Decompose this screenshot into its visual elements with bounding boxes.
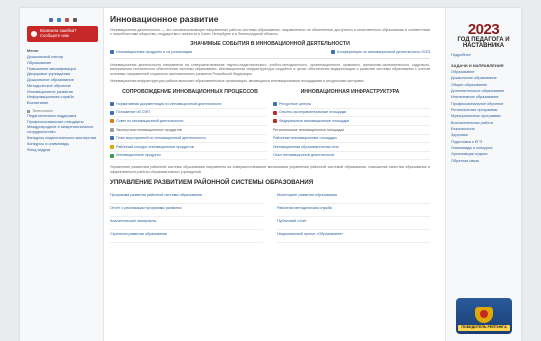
events-links	[110, 50, 430, 59]
right-link[interactable]: Олимпиады и конкурсы	[451, 145, 493, 150]
right-link[interactable]: Обратная связь	[451, 158, 479, 163]
list-item[interactable]: Федеральные инновационные площадки	[273, 117, 430, 126]
list-item[interactable]: Региональные инновационные площадки	[273, 126, 430, 135]
list-item[interactable]: Совет по инновационной деятельности	[110, 117, 267, 126]
list-item[interactable]: Ресурсные центры	[273, 100, 430, 109]
list-item[interactable]: Инновационная образовательная сеть	[273, 143, 430, 152]
sidebar-link[interactable]: Воспитание	[27, 100, 49, 106]
product-icon	[110, 154, 114, 158]
sidebar-link[interactable]: Дошкольный сектор	[27, 54, 64, 59]
columns	[110, 100, 430, 160]
document-icon	[110, 111, 114, 115]
vk-icon[interactable]	[49, 18, 53, 22]
manage-link[interactable]: Программа развития районной системы образования	[110, 191, 263, 204]
logo-link[interactable]: Подробнее	[451, 52, 471, 57]
sidebar-link[interactable]: Образование	[27, 59, 52, 65]
right-link[interactable]: Образование	[451, 69, 475, 74]
manage-link[interactable]: Публичный отчёт	[277, 217, 430, 230]
right-link[interactable]: Инклюзивное образование	[451, 95, 499, 100]
sidebar-link[interactable]: Конкурсы и олимпиады	[27, 140, 70, 146]
manage-grid	[110, 191, 430, 243]
sidebar-link[interactable]: Фонд кадров	[27, 146, 51, 152]
social-icons	[27, 18, 98, 22]
list-item[interactable]: Опыт инновационной деятельности	[273, 152, 430, 161]
intro-paragraph: Инновационная деятельность — это основополагающее направление работы системы образования, направленное на обеспечение доступного и качественного образования в соответствии с потребностями общества, государства и личности в Санкт-Петербурге и в Ленинградской области.	[110, 27, 430, 37]
events-heading: ЗНАЧИМЫЕ СОБЫТИЯ В ИННОВАЦИОННОЙ ДЕЯТЕЛЬНОСТИ	[190, 40, 350, 47]
rss-icon[interactable]	[73, 18, 77, 22]
main-content	[110, 8, 430, 341]
manage-link[interactable]: Отчёт о реализации программы развития	[110, 204, 263, 217]
list-item[interactable]: Опытно-экспериментальные площадки	[273, 109, 430, 118]
infrastructure-list	[273, 100, 430, 160]
center-icon	[273, 102, 277, 106]
list-item[interactable]: Районные инновационные площадки	[273, 135, 430, 144]
sidebar-link[interactable]: Повышение квалификации	[27, 65, 76, 71]
right-link[interactable]: Организация отдыха	[451, 152, 488, 157]
page	[20, 8, 521, 341]
right-link[interactable]: Воспитательная работа	[451, 120, 493, 125]
manage-heading: УПРАВЛЕНИЕ РАЗВИТИЕМ РАЙОННОЙ СИСТЕМЫ ОБРАЗОВАНИЯ	[110, 179, 314, 187]
right-sidebar	[445, 8, 521, 341]
col-title-infrastructure: ИННОВАЦИОННАЯ ИНФРАСТРУКТУРА	[300, 88, 400, 95]
logo-year: 2023	[467, 21, 500, 38]
manage-link[interactable]: Районная методическая служба	[277, 204, 430, 217]
manage-link[interactable]: Мониторинг развития образования	[277, 191, 430, 204]
document-icon	[110, 128, 114, 132]
list-item[interactable]: План мероприятий по инновационной деятельности	[110, 135, 267, 144]
youtube-icon[interactable]	[65, 18, 69, 22]
shield-icon	[475, 307, 493, 323]
sidebar-link[interactable]: Профессиональные стандарты	[27, 118, 84, 124]
right-section-title: ЗАДАЧИ И НАПРАВЛЕНИЯ	[451, 63, 504, 69]
right-link[interactable]: Общее образование	[451, 82, 488, 87]
sidebar-bullet[interactable]: Технологии	[27, 109, 98, 114]
telegram-icon[interactable]	[57, 18, 61, 22]
flask-icon	[273, 111, 277, 115]
report-error-button[interactable]	[27, 26, 98, 42]
left-sidebar	[20, 8, 104, 341]
trophy-icon	[110, 145, 114, 149]
badge-label: ПОБЕДИТЕЛЬ РЕЙТИНГА	[458, 325, 509, 331]
sidebar-link[interactable]: Методическое обучение	[27, 82, 71, 88]
sidebar-link[interactable]: Конкурсы педагогического мастерства	[27, 135, 97, 141]
event-link[interactable]: Конференция по инновационной деятельности 2023	[331, 50, 430, 55]
calendar-icon	[110, 136, 114, 140]
document-icon	[331, 50, 335, 54]
right-link[interactable]: Муниципальные программы	[451, 114, 501, 119]
body-paragraph: Управление развитием районной системы образования направлено на совершенствование механизмов управления районной системой образования, повышение качества образования и эффективности работы образовательных учреждений.	[110, 165, 430, 174]
support-list	[110, 100, 267, 160]
sidebar-title: Меню	[27, 48, 39, 53]
right-link[interactable]: Подготовка к ЕГЭ	[451, 139, 483, 144]
logo-text: ГОД ПЕДАГОГА И НАСТАВНИКА	[457, 37, 510, 50]
sidebar-link[interactable]: Педагогическая поддержка	[27, 112, 77, 118]
warning-icon	[31, 31, 37, 37]
right-link[interactable]: Региональные программы	[451, 107, 498, 112]
right-link[interactable]: Профессиональное обучение	[451, 101, 504, 106]
right-link[interactable]: Безопасность	[451, 126, 476, 131]
manage-link[interactable]: Стратегия развития образования	[110, 230, 263, 243]
rating-badge[interactable]	[456, 298, 512, 334]
year-of-teacher-logo[interactable]	[451, 22, 516, 50]
sidebar-link[interactable]: Дошкольное образование	[27, 77, 74, 83]
manage-link[interactable]: Аналитические материалы	[110, 217, 263, 230]
body-paragraph: Инновационная инфраструктура района включает образовательные организации, являющиеся инновационными площадками и ресурсными центрами.	[110, 79, 365, 84]
page-title: Инновационное развитие	[110, 14, 219, 24]
right-link[interactable]: Дополнительное образование	[451, 88, 505, 93]
sidebar-link[interactable]: Дворцовые учреждения	[27, 71, 71, 77]
report-error-label: Возникла ошибка? Сообщите нам	[40, 28, 77, 38]
sidebar-link[interactable]: Международное и межрегиональное сотрудничество	[27, 124, 94, 135]
right-link[interactable]: Дошкольное образование	[451, 76, 497, 81]
list-item[interactable]: Экспертиза инновационных продуктов	[110, 126, 267, 135]
sidebar-link[interactable]: Информационная служба	[27, 94, 74, 100]
columns-heading	[110, 89, 430, 96]
event-link[interactable]: Инновационные продукты и их реализация	[110, 50, 192, 55]
list-item[interactable]: Инновационные продукты	[110, 152, 267, 161]
list-item[interactable]: Нормативная документация по инновационной деятельности	[110, 100, 267, 109]
list-item[interactable]: Положение об ОЭП	[110, 109, 267, 118]
flag-icon	[273, 119, 277, 123]
sidebar-link[interactable]: Инновационное развитие	[27, 88, 74, 94]
body-paragraph: Инновационная деятельность направлена на совершенствование научно-педагогического, учебно-методического, организационного, правового, финансово-экономического, кадрового, материально-технического обеспечения системы образования. Инновационная инфраструктура создаётся в целях обеспечения модернизации и развития системы образования с учётом основных направлений социально-экономического развития Российской Федерации.	[110, 62, 430, 76]
people-icon	[110, 119, 114, 123]
right-link[interactable]: Здоровье	[451, 133, 468, 138]
document-icon	[110, 50, 114, 54]
col-title-support: СОПРОВОЖДЕНИЕ ИННОВАЦИОННЫХ ПРОЦЕССОВ	[122, 88, 258, 95]
manage-link[interactable]: Национальный проект «Образование»	[277, 230, 430, 243]
list-item[interactable]: Районный конкурс инновационных продуктов	[110, 143, 267, 152]
document-icon	[110, 102, 114, 106]
